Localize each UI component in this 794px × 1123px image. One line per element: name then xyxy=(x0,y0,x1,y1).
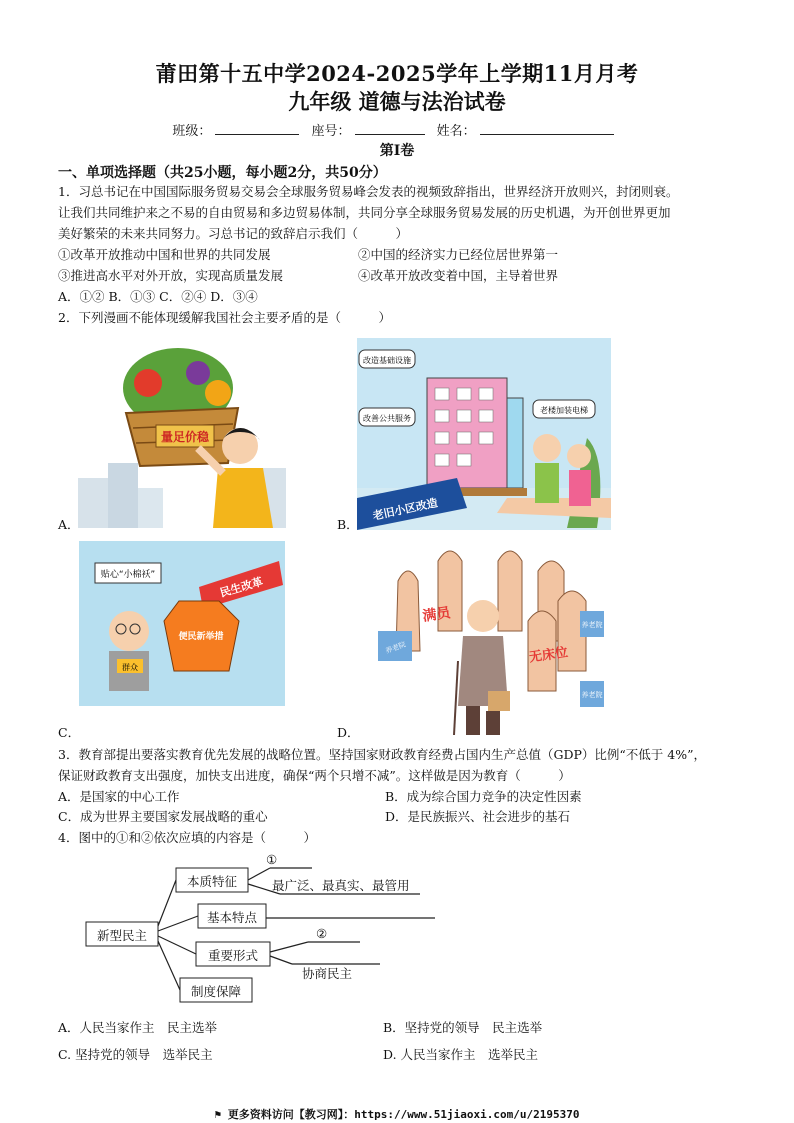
q1-line2: 让我们共同维护来之不易的自由贸易和多边贸易体制，共同分享全球服务贸易发展的历史机遇，为开创世界更加 xyxy=(58,205,671,220)
q1-statement-2: ②中国的经济实力已经位居世界第一 xyxy=(358,247,559,262)
q3-option-a: A．是国家的中心工作 xyxy=(58,789,180,804)
q3-line2: 保证财政教育支出强度，加快支出进度，确保“两个只增不减”。这样做是因为教育（ ） xyxy=(58,768,571,783)
q2-label-a: A． xyxy=(58,517,80,532)
seat-field[interactable] xyxy=(355,122,425,135)
cartoon-b-arm-label: 老旧小区改造 xyxy=(371,496,439,523)
q1-statement-3: ③推进高水平对外开放，实现高质量发展 xyxy=(58,268,284,283)
class-field[interactable] xyxy=(215,122,299,135)
footer xyxy=(0,1106,794,1122)
q2-label-c: C． xyxy=(58,725,81,740)
tree-root: 新型民主 xyxy=(96,928,147,943)
q1-line3: 美好繁荣的未来共同努力。习总书记的致辞启示我们（ ） xyxy=(58,226,409,241)
cartoon-d-stamp-1: 满员 xyxy=(421,605,452,625)
class-label: 班级： xyxy=(172,124,212,139)
q1-options: A．①② B．①③ C．②④ D．③④ xyxy=(58,289,258,304)
cartoon-c-bubble: 贴心“小棉袄” xyxy=(100,570,156,580)
q4-option-d: D. 人民当家作主 选举民主 xyxy=(383,1047,539,1062)
cartoon-d xyxy=(358,541,604,735)
exam-title: 莆田第十五中学2024-2025学年上学期11月月考 xyxy=(155,61,639,86)
tree-blank-2: ② xyxy=(316,926,328,941)
cartoon-d-sleeve-2: 养老院 xyxy=(581,621,603,629)
q3-option-c: C．成为世界主要国家发展战略的重心 xyxy=(58,809,268,824)
tree-leaf-1: 最广泛、最真实、最管用 xyxy=(272,878,410,893)
cartoon-c-jacket-label: 便民新举措 xyxy=(178,632,224,642)
q3-option-b: B．成为综合国力竞争的决定性因素 xyxy=(385,789,582,804)
q2-label-b: B． xyxy=(337,517,359,532)
tree-branch-1: 本质特征 xyxy=(186,874,237,889)
tree-branch-2: 基本特点 xyxy=(206,910,257,925)
seat-label: 座号： xyxy=(311,124,351,139)
q1-statement-4: ④改革开放改变着中国，主导着世界 xyxy=(358,268,559,283)
q3-line1: 3．教育部提出要落实教育优先发展的战略位置。坚持国家财政教育经费占国内生产总值（GDP）比例“不低于 4%”， xyxy=(58,747,706,762)
name-label: 姓名： xyxy=(436,124,476,139)
cartoon-c-banner: 民生改革 xyxy=(218,575,265,600)
tree-leaf-2: 协商民主 xyxy=(302,966,353,981)
cartoon-c-badge: 群众 xyxy=(122,663,138,672)
cartoon-c xyxy=(79,541,285,721)
tree-blank-1: ① xyxy=(266,852,278,867)
cartoon-a xyxy=(78,328,286,528)
cartoon-d-sleeve-1: 养老院 xyxy=(384,640,407,656)
q4-option-b: B．坚持党的领导 民主选举 xyxy=(383,1020,543,1035)
cartoon-b-bubble-1: 改造基础设施 xyxy=(363,356,411,365)
footer-link[interactable]: 更多资料访问【教习网】：https://www.51jiaoxi.com/u/2195370 xyxy=(227,1108,580,1121)
q1-statement-1: ①改革开放推动中国和世界的共同发展 xyxy=(58,247,271,262)
cartoon-b xyxy=(357,338,611,530)
name-field[interactable] xyxy=(480,122,614,135)
q4-option-a: A．人民当家作主 民主选举 xyxy=(58,1020,218,1035)
cartoon-b-bubble-2: 老楼加装电梯 xyxy=(540,406,588,415)
flag-icon: ⚑ xyxy=(214,1108,228,1121)
student-info-row xyxy=(0,120,794,139)
exam-subtitle: 九年级 道德与法治试卷 xyxy=(288,89,506,114)
q2-label-d: D． xyxy=(337,725,360,740)
cartoon-d-stamp-2: 无床位 xyxy=(528,645,569,666)
q4-stem: 4．图中的①和②依次应填的内容是（ ） xyxy=(58,830,316,845)
tree-branch-4: 制度保障 xyxy=(190,984,241,999)
q4-tree-diagram xyxy=(80,852,460,1006)
cartoon-a-sign: 量足价稳 xyxy=(160,430,210,444)
q1-line1: 1．习总书记在中国国际服务贸易交易会全球服务贸易峰会发表的视频致辞指出，世界经济开放则兴，封闭则衰。 xyxy=(58,184,679,199)
section-heading: 一、单项选择题（共25小题，每小题2分，共50分） xyxy=(58,165,387,181)
cartoon-d-sleeve-3: 养老院 xyxy=(581,691,603,699)
cartoon-b-bubble-3: 改善公共服务 xyxy=(363,414,411,423)
q2-stem: 2．下列漫画不能体现缓解我国社会主要矛盾的是（ ） xyxy=(58,310,391,325)
q4-option-c: C. 坚持党的领导 选举民主 xyxy=(58,1047,213,1062)
volume-label: 第Ⅰ卷 xyxy=(379,143,415,159)
q3-option-d: D．是民族振兴、社会进步的基石 xyxy=(385,809,571,824)
tree-branch-3: 重要形式 xyxy=(207,948,258,963)
